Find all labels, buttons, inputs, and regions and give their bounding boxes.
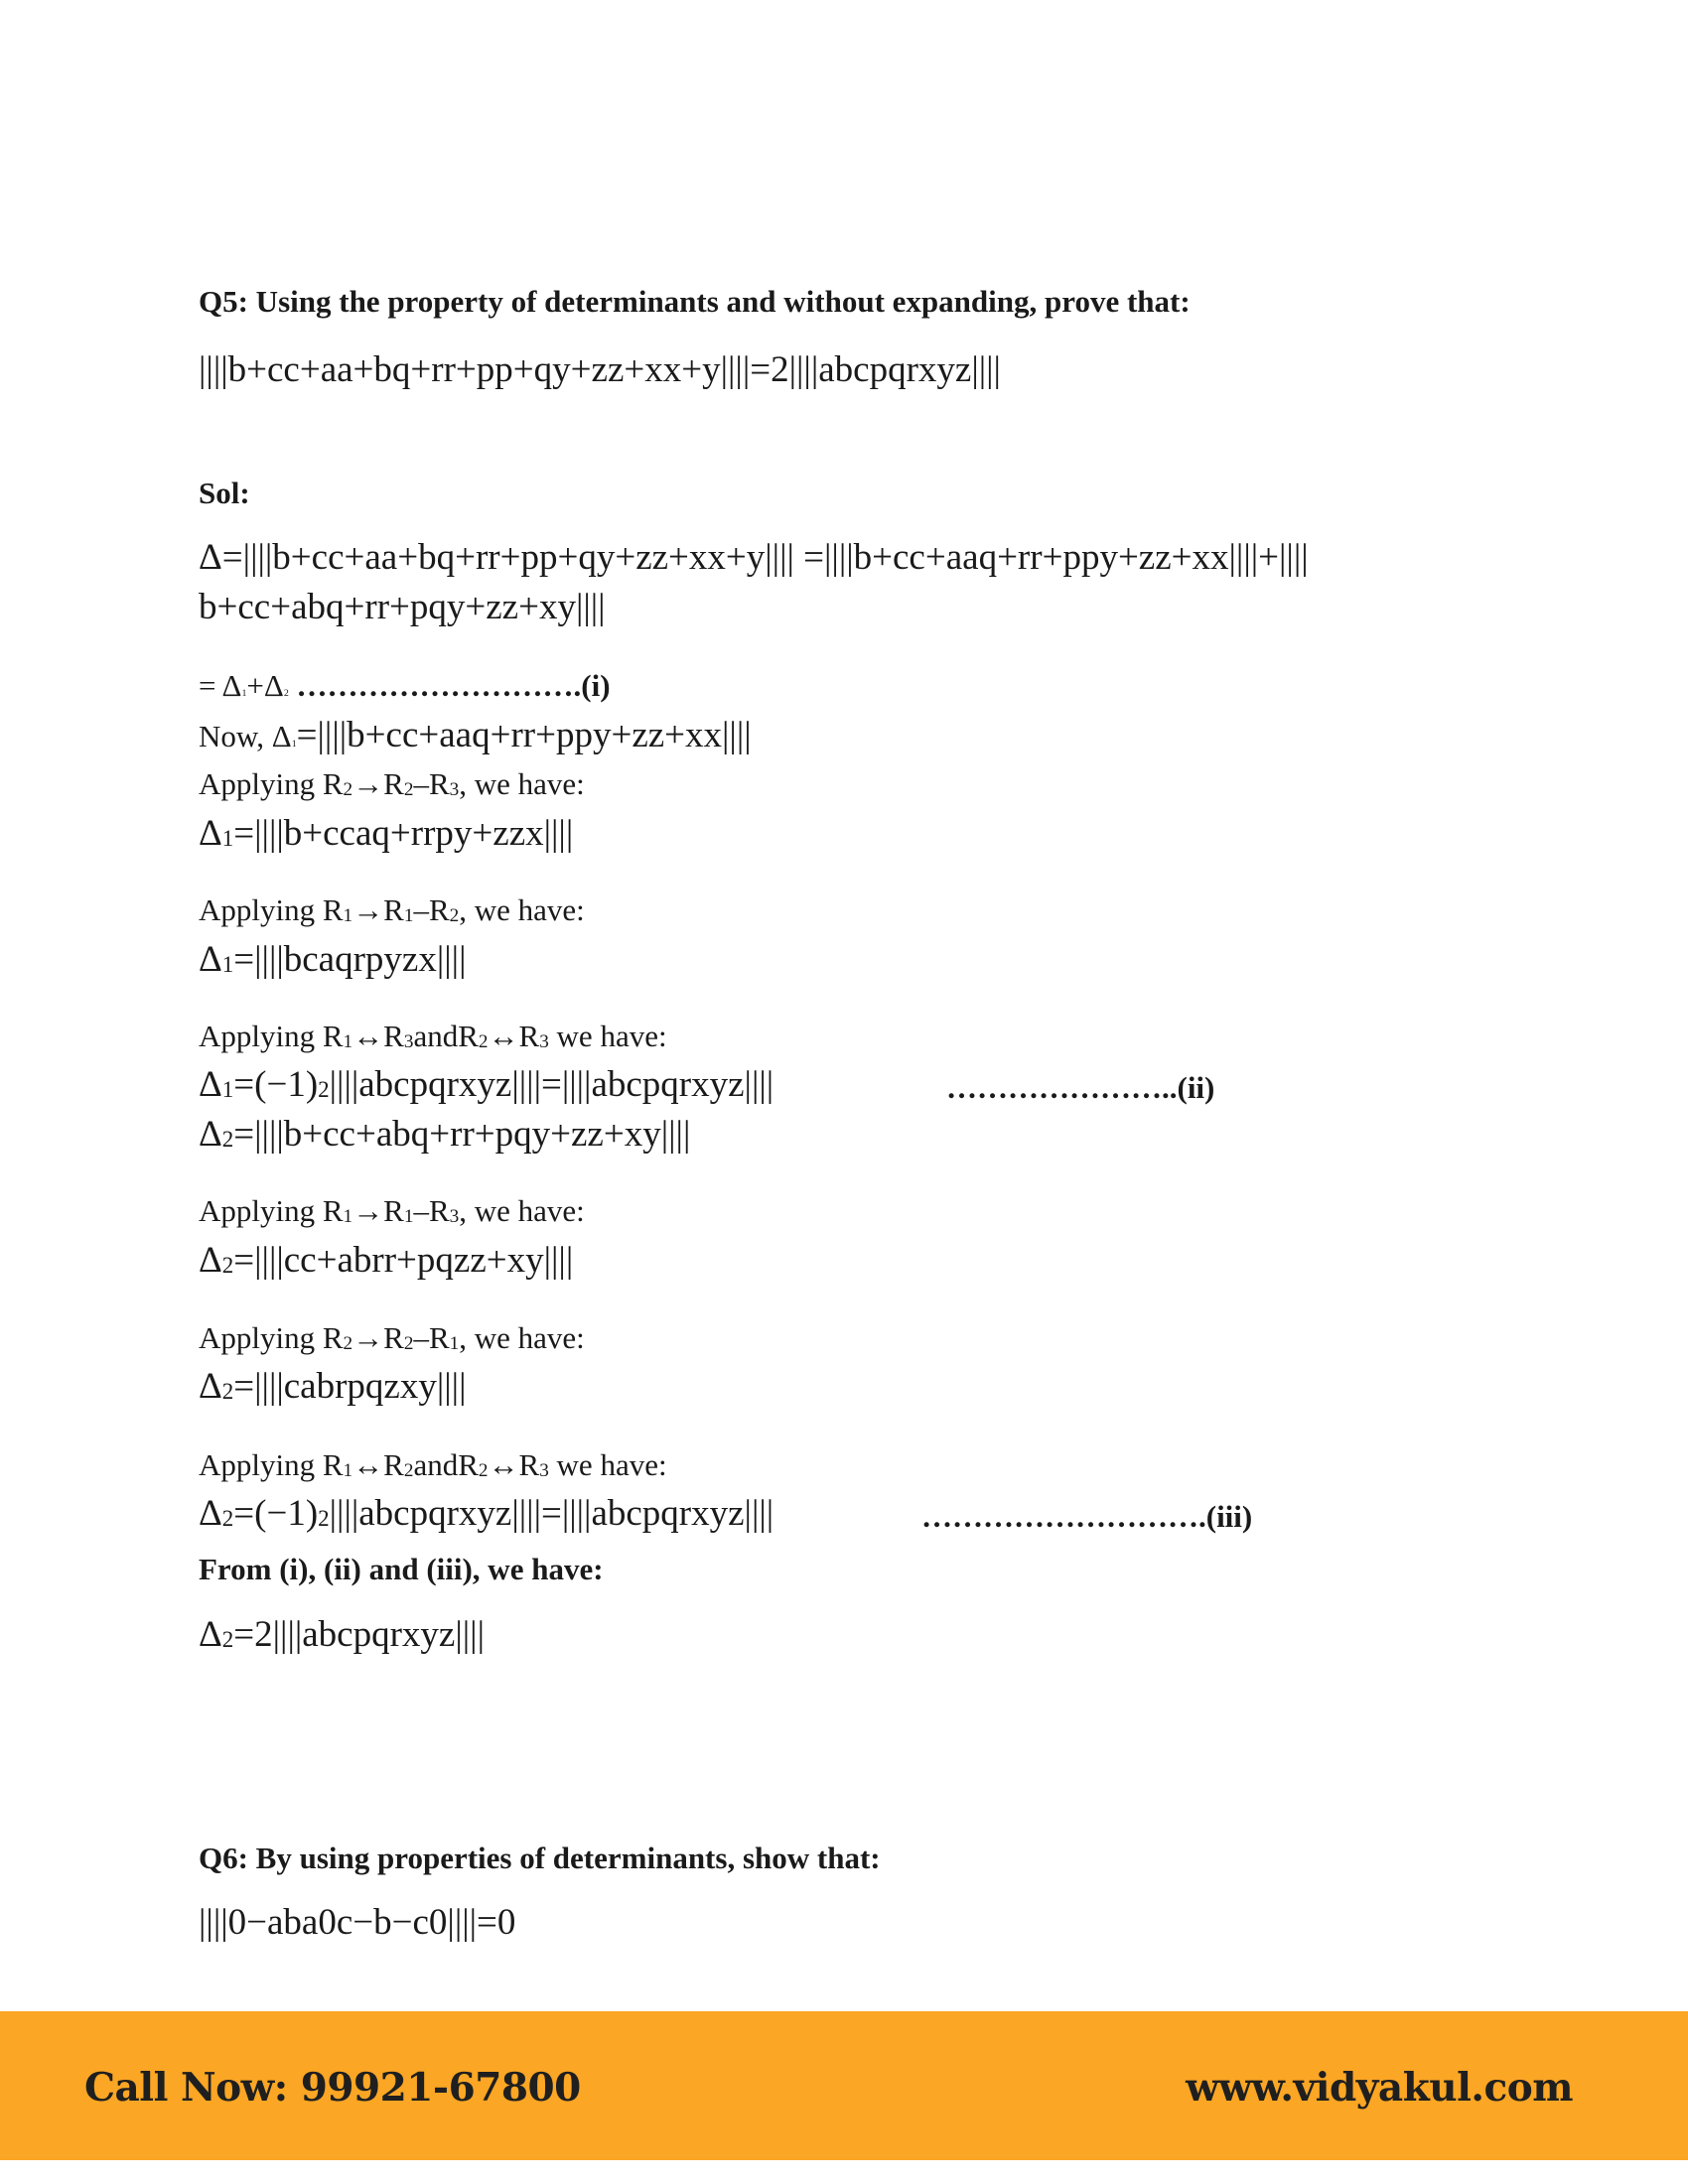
delta-sum-prefix: = Δ [199, 668, 242, 703]
question-6-title: Q6: By using properties of determinants, show that: [199, 1841, 881, 1875]
step-3-post: we have: [548, 1019, 667, 1053]
step-2-pre: Applying R [199, 892, 344, 927]
step-6-mid-3: ↔R [488, 1447, 540, 1482]
step-4-mid-2: –R [413, 1193, 450, 1228]
step-3-sub-d: 3 [539, 1030, 549, 1052]
step-2-res-post: =||||bcaqrpyzx|||| [233, 939, 467, 980]
final-post: =2||||abcpqrxyz|||| [233, 1614, 485, 1655]
website-text: www.vidyakul.com [1186, 2065, 1573, 2111]
equation-ref-iii: ……………………….(iii) [921, 1499, 1253, 1534]
step-2-mid-2: –R [413, 892, 450, 927]
step-1-pre: Applying R [199, 766, 344, 801]
step-3-sub-a: 1 [343, 1030, 353, 1052]
now-determinant: =||||b+cc+aaq+rr+ppy+zz+xx|||| [296, 715, 752, 755]
step-2-res-sub: 1 [221, 952, 234, 978]
step-4-res-post: =||||cc+abrr+pqzz+xy|||| [233, 1240, 574, 1281]
step-2-mid-1: →R [352, 892, 404, 927]
step-2-instruction [199, 894, 585, 925]
delta2-definition [199, 1116, 690, 1153]
step-1-sub-a: 2 [343, 778, 353, 800]
step-1-mid-1: →R [352, 766, 404, 801]
step-5-instruction [199, 1322, 585, 1353]
delta2-sub: 2 [221, 1127, 234, 1153]
equation-ref-i: ……………………….(i) [288, 668, 611, 703]
step-4-pre: Applying R [199, 1193, 344, 1228]
step-6-instruction [199, 1449, 667, 1480]
step-3-sub-b: 3 [403, 1030, 414, 1052]
delta2-post: =||||b+cc+abq+rr+pqy+zz+xy|||| [233, 1114, 691, 1155]
now-sub: 1 [291, 739, 297, 751]
now-prefix: Now, Δ [199, 719, 292, 753]
step-3-mid-2: andR [413, 1019, 479, 1053]
delta-expansion-line-1: Δ=||||b+cc+aa+bq+rr+pp+qy+zz+xx+y|||| =||||b+cc+aaq+rr+ppy+zz+xx||||+|||| [199, 537, 1309, 578]
step-5-result [199, 1368, 466, 1405]
step-4-result [199, 1242, 573, 1279]
step-5-res-pre: Δ [199, 1366, 222, 1407]
step-1-res-sub: 1 [221, 826, 234, 852]
step-4-res-sub: 2 [221, 1253, 234, 1279]
step-2-sub-c: 2 [449, 904, 460, 926]
step-5-mid-2: –R [413, 1320, 450, 1355]
step-6-res-mid: =(−1) [233, 1493, 319, 1534]
step-6-sub-a: 1 [343, 1459, 353, 1481]
delta-sum-sub-1: 1 [241, 688, 247, 700]
step-6-mid-1: ↔R [352, 1447, 404, 1482]
step-4-sub-b: 1 [403, 1205, 414, 1227]
step-3-sub-c: 2 [478, 1030, 489, 1052]
delta-sum-sub-2: 2 [283, 688, 289, 700]
call-now-text: Call Now: 99921-67800 [84, 2065, 581, 2111]
solution-label: Sol: [199, 476, 250, 510]
now-delta1-line [199, 717, 752, 753]
step-3-res-sub: 1 [221, 1077, 234, 1103]
step-1-result [199, 815, 573, 852]
step-6-pre: Applying R [199, 1447, 344, 1482]
equation-ref-ii: …………………..(ii) [946, 1070, 1215, 1105]
step-4-post: , we have: [459, 1193, 585, 1228]
step-2-result [199, 941, 466, 978]
step-1-res-post: =||||b+ccaq+rrpy+zzx|||| [233, 813, 574, 854]
step-4-sub-a: 1 [343, 1205, 353, 1227]
delta-sum-mid: +Δ [246, 668, 284, 703]
step-3-instruction [199, 1021, 667, 1051]
step-6-res-sub-2: 2 [318, 1506, 330, 1532]
step-5-sub-a: 2 [343, 1332, 353, 1354]
step-4-sub-c: 3 [449, 1205, 460, 1227]
step-5-sub-c: 1 [449, 1332, 460, 1354]
delta2-pre: Δ [199, 1114, 222, 1155]
step-1-sub-c: 3 [449, 778, 460, 800]
delta-expansion-line-2: b+cc+abq+rr+pqy+zz+xy|||| [199, 587, 606, 627]
step-3-res-sub-2: 2 [318, 1077, 330, 1103]
step-1-instruction [199, 768, 585, 799]
question-6-statement: ||||0−aba0c−b−c0||||=0 [199, 1902, 516, 1943]
step-5-pre: Applying R [199, 1320, 344, 1355]
step-1-mid-2: –R [413, 766, 450, 801]
step-6-sub-c: 2 [478, 1459, 489, 1481]
step-4-instruction [199, 1195, 585, 1226]
question-5-statement: ||||b+cc+aa+bq+rr+pp+qy+zz+xx+y||||=2||||abcpqrxyz|||| [199, 349, 1001, 390]
step-5-res-post: =||||cabrpqzxy|||| [233, 1366, 467, 1407]
step-3-mid-1: ↔R [352, 1019, 404, 1053]
step-2-sub-a: 1 [343, 904, 353, 926]
step-3-pre: Applying R [199, 1019, 344, 1053]
step-2-sub-b: 1 [403, 904, 414, 926]
step-3-result [199, 1066, 774, 1103]
step-5-post: , we have: [459, 1320, 585, 1355]
final-result [199, 1616, 485, 1653]
step-3-res-mid: =(−1) [233, 1064, 319, 1105]
step-6-res-pre: Δ [199, 1493, 222, 1534]
final-sub: 2 [221, 1627, 234, 1653]
from-equations-text: From (i), (ii) and (iii), we have: [199, 1552, 604, 1586]
step-6-sub-d: 3 [539, 1459, 549, 1481]
step-6-res-sub: 2 [221, 1506, 234, 1532]
step-4-mid-1: →R [352, 1193, 404, 1228]
step-2-res-pre: Δ [199, 939, 222, 980]
step-1-res-pre: Δ [199, 813, 222, 854]
step-6-sub-b: 2 [403, 1459, 414, 1481]
final-pre: Δ [199, 1614, 222, 1655]
step-6-mid-2: andR [413, 1447, 479, 1482]
step-3-mid-3: ↔R [488, 1019, 540, 1053]
question-5-title: Q5: Using the property of determinants and without expanding, prove that: [199, 284, 1191, 319]
step-5-sub-b: 2 [403, 1332, 414, 1354]
step-4-res-pre: Δ [199, 1240, 222, 1281]
delta-sum-line [199, 670, 611, 701]
step-5-mid-1: →R [352, 1320, 404, 1355]
step-6-res-post: ||||abcpqrxyz||||=||||abcpqrxyz|||| [329, 1493, 774, 1534]
step-3-res-pre: Δ [199, 1064, 222, 1105]
step-3-res-post: ||||abcpqrxyz||||=||||abcpqrxyz|||| [329, 1064, 774, 1105]
step-5-res-sub: 2 [221, 1379, 234, 1405]
footer-banner [0, 2011, 1688, 2160]
step-1-sub-b: 2 [403, 778, 414, 800]
step-2-post: , we have: [459, 892, 585, 927]
step-1-post: , we have: [459, 766, 585, 801]
step-6-result [199, 1495, 774, 1532]
step-6-post: we have: [548, 1447, 667, 1482]
